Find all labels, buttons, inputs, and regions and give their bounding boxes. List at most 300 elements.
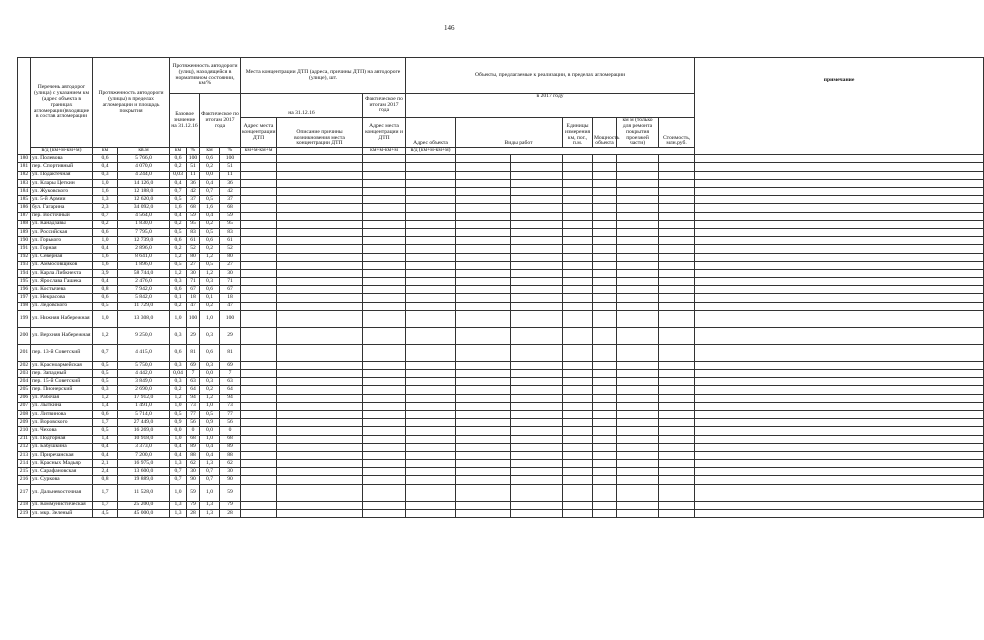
- base-km: 0,5: [170, 410, 187, 418]
- empty-cell: [241, 435, 277, 443]
- empty-cell: [511, 386, 563, 394]
- base-km: 0,5: [170, 196, 187, 204]
- empty-cell: [363, 237, 406, 245]
- empty-cell: [593, 278, 617, 286]
- road-length: 0,6: [93, 410, 118, 418]
- empty-cell: [617, 261, 659, 269]
- empty-cell: [511, 179, 563, 187]
- road-length: 1,4: [93, 402, 118, 410]
- row-number: 188: [18, 220, 31, 228]
- row-number: 194: [18, 269, 31, 277]
- actual-km: 0,5: [200, 261, 220, 269]
- empty-cell: [563, 228, 593, 236]
- empty-cell: [406, 509, 456, 517]
- empty-cell: [511, 451, 563, 459]
- base-km: 0,3: [170, 327, 187, 344]
- road-length: 0,5: [93, 302, 118, 310]
- table-row: [18, 460, 984, 468]
- empty-cell: [695, 155, 984, 163]
- road-area: 58 744,0: [118, 269, 170, 277]
- base-km: 0,6: [170, 286, 187, 294]
- empty-cell: [456, 220, 511, 228]
- empty-cell: [695, 204, 984, 212]
- table-row: [18, 261, 984, 269]
- empty-cell: [241, 451, 277, 459]
- empty-cell: [563, 310, 593, 327]
- empty-cell: [593, 310, 617, 327]
- empty-cell: [241, 501, 277, 509]
- row-number: 206: [18, 394, 31, 402]
- empty-cell: [277, 394, 363, 402]
- table-row: [18, 269, 984, 277]
- empty-cell: [593, 460, 617, 468]
- empty-cell: [695, 212, 984, 220]
- empty-cell: [456, 460, 511, 468]
- empty-cell: [659, 460, 695, 468]
- empty-cell: [617, 245, 659, 253]
- row-number: 186: [18, 204, 31, 212]
- header-work-types: Виды работ: [456, 118, 563, 148]
- base-km: 1,0: [170, 435, 187, 443]
- header-units: Единицы измерения км, пог., п.м.: [563, 118, 593, 148]
- base-km: 0,7: [170, 468, 187, 476]
- empty-cell: [456, 451, 511, 459]
- road-length: 0,5: [93, 378, 118, 386]
- empty-cell: [659, 419, 695, 427]
- empty-cell: [456, 179, 511, 187]
- header-year-2017: в 2017 году: [406, 94, 695, 118]
- row-number: 184: [18, 188, 31, 196]
- road-area: 4 415,0: [118, 344, 170, 361]
- actual-km: 0,6: [200, 155, 220, 163]
- empty-cell: [659, 361, 695, 369]
- empty-cell: [617, 378, 659, 386]
- empty-cell: [241, 237, 277, 245]
- empty-cell: [406, 155, 456, 163]
- actual-km: 0,6: [200, 237, 220, 245]
- empty-cell: [511, 302, 563, 310]
- empty-cell: [406, 196, 456, 204]
- empty-cell: [617, 344, 659, 361]
- actual-pct: 52: [220, 245, 241, 253]
- actual-km: 1,3: [200, 501, 220, 509]
- empty-cell: [563, 245, 593, 253]
- row-number: 212: [18, 443, 31, 451]
- empty-cell: [659, 245, 695, 253]
- empty-cell: [406, 269, 456, 277]
- empty-cell: [277, 237, 363, 245]
- base-pct: 67: [187, 286, 200, 294]
- road-length: 1,7: [93, 484, 118, 501]
- empty-cell: [406, 370, 456, 378]
- empty-cell: [593, 196, 617, 204]
- empty-cell: [617, 286, 659, 294]
- actual-pct: 29: [220, 327, 241, 344]
- actual-km: 1,2: [200, 253, 220, 261]
- empty-cell: [511, 286, 563, 294]
- empty-cell: [406, 204, 456, 212]
- road-length: 1,6: [93, 253, 118, 261]
- empty-cell: [277, 286, 363, 294]
- empty-cell: [593, 269, 617, 277]
- table-row: [18, 443, 984, 451]
- road-length: 0,7: [93, 212, 118, 220]
- empty-cell: [241, 171, 277, 179]
- empty-cell: [511, 228, 563, 236]
- actual-km: 0,4: [200, 443, 220, 451]
- empty-cell: [695, 269, 984, 277]
- empty-cell: [456, 310, 511, 327]
- empty-cell: [695, 443, 984, 451]
- base-pct: 100: [187, 310, 200, 327]
- empty-cell: [277, 155, 363, 163]
- base-km: 1,2: [170, 269, 187, 277]
- road-name: ул. Канадзавы: [31, 220, 93, 228]
- base-pct: 0: [187, 427, 200, 435]
- empty-cell: [563, 179, 593, 187]
- base-km: 0,4: [170, 443, 187, 451]
- empty-cell: [241, 327, 277, 344]
- table-row: [18, 294, 984, 302]
- empty-cell: [617, 253, 659, 261]
- header-cost: Стоимость, млн.руб.: [659, 118, 695, 148]
- table-row: [18, 468, 984, 476]
- unit-kmm2: км+м-км+м: [363, 148, 406, 155]
- empty-cell: [456, 269, 511, 277]
- road-area: 13 308,0: [118, 310, 170, 327]
- row-number: 203: [18, 370, 31, 378]
- header-no: [18, 58, 31, 155]
- empty-cell: [695, 386, 984, 394]
- empty-cell: [563, 344, 593, 361]
- header-dtp-actual: Фактическое по итогам 2017 года: [363, 94, 406, 118]
- header-note: примечание: [695, 58, 984, 155]
- empty-cell: [695, 435, 984, 443]
- empty-cell: [593, 394, 617, 402]
- row-number: 196: [18, 286, 31, 294]
- empty-cell: [695, 163, 984, 171]
- empty-cell: [593, 468, 617, 476]
- empty-cell: [277, 294, 363, 302]
- empty-cell: [406, 501, 456, 509]
- empty-cell: [511, 476, 563, 484]
- actual-km: 1,2: [200, 394, 220, 402]
- base-km: 0,04: [170, 370, 187, 378]
- empty-cell: [563, 476, 593, 484]
- base-pct: 100: [187, 155, 200, 163]
- road-name: ул. мкр. Зеленый: [31, 509, 93, 517]
- empty-cell: [695, 451, 984, 459]
- actual-pct: 67: [220, 286, 241, 294]
- empty-cell: [695, 460, 984, 468]
- empty-cell: [659, 370, 695, 378]
- empty-cell: [363, 394, 406, 402]
- empty-cell: [695, 501, 984, 509]
- empty-cell: [695, 171, 984, 179]
- table-row: [18, 302, 984, 310]
- actual-km: 1,2: [200, 269, 220, 277]
- base-km: 0,5: [170, 261, 187, 269]
- empty-cell: [241, 253, 277, 261]
- empty-cell: [563, 196, 593, 204]
- road-area: 12 739,0: [118, 237, 170, 245]
- empty-cell: [617, 228, 659, 236]
- road-name: ул. Дальневосточная: [31, 484, 93, 501]
- table-row: [18, 253, 984, 261]
- row-number: 213: [18, 451, 31, 459]
- empty-cell: [241, 344, 277, 361]
- actual-pct: 62: [220, 460, 241, 468]
- empty-cell: [277, 163, 363, 171]
- empty-cell: [363, 327, 406, 344]
- empty-cell: [617, 451, 659, 459]
- header-repair-km: км м (только для ремонта покрытия проезжей части): [617, 118, 659, 148]
- empty-cell: [456, 327, 511, 344]
- actual-pct: 73: [220, 402, 241, 410]
- base-km: 0,4: [170, 451, 187, 459]
- empty-cell: [277, 370, 363, 378]
- empty-cell: [695, 188, 984, 196]
- empty-cell: [563, 171, 593, 179]
- empty-cell: [406, 378, 456, 386]
- empty-cell: [456, 443, 511, 451]
- empty-cell: [511, 253, 563, 261]
- empty-cell: [617, 476, 659, 484]
- base-pct: 52: [187, 245, 200, 253]
- empty-cell: [456, 278, 511, 286]
- empty-cell: [563, 212, 593, 220]
- header-road-list: Перечень автодорог (улица) с указанием км (адрес объекта в границах агломерации)входящие в состав агломерации: [31, 58, 93, 148]
- base-pct: 59: [187, 484, 200, 501]
- empty-cell: [406, 427, 456, 435]
- empty-cell: [277, 419, 363, 427]
- empty-cell: [511, 509, 563, 517]
- road-area: 12 188,0: [118, 188, 170, 196]
- empty-cell: [563, 451, 593, 459]
- empty-cell: [563, 509, 593, 517]
- base-km: 0,1: [170, 294, 187, 302]
- unit-km: км: [93, 148, 118, 155]
- actual-pct: 30: [220, 468, 241, 476]
- empty-cell: [511, 310, 563, 327]
- empty-cell: [511, 294, 563, 302]
- empty-cell: [363, 378, 406, 386]
- empty-cell: [277, 253, 363, 261]
- empty-cell: [659, 344, 695, 361]
- empty-cell: [695, 361, 984, 369]
- row-number: 217: [18, 484, 31, 501]
- empty-cell: [277, 361, 363, 369]
- empty-cell: [511, 237, 563, 245]
- empty-cell: [695, 327, 984, 344]
- empty-cell: [563, 443, 593, 451]
- empty-cell: [277, 179, 363, 187]
- actual-km: 0,2: [200, 302, 220, 310]
- actual-pct: 88: [220, 451, 241, 459]
- table-row: [18, 451, 984, 459]
- empty-cell: [241, 484, 277, 501]
- table-row: [18, 410, 984, 418]
- empty-cell: [617, 179, 659, 187]
- empty-cell: [617, 509, 659, 517]
- empty-cell: [406, 451, 456, 459]
- empty-cell: [511, 501, 563, 509]
- road-area: 8 641,0: [118, 253, 170, 261]
- empty-cell: [511, 188, 563, 196]
- empty-cell: [363, 155, 406, 163]
- row-number: 195: [18, 278, 31, 286]
- empty-cell: [456, 402, 511, 410]
- actual-pct: 30: [220, 269, 241, 277]
- table-row: [18, 163, 984, 171]
- road-length: 0,5: [93, 427, 118, 435]
- empty-cell: [363, 220, 406, 228]
- empty-cell: [659, 310, 695, 327]
- road-name: ул. Ярослава Гашека: [31, 278, 93, 286]
- empty-cell: [363, 228, 406, 236]
- actual-pct: 61: [220, 237, 241, 245]
- empty-cell: [456, 245, 511, 253]
- unit-pct-base: %: [187, 148, 200, 155]
- road-length: 3,9: [93, 269, 118, 277]
- unit-empty: [277, 148, 363, 155]
- empty-cell: [695, 286, 984, 294]
- table-row: [18, 419, 984, 427]
- base-pct: 83: [187, 228, 200, 236]
- empty-cell: [695, 378, 984, 386]
- actual-pct: 68: [220, 204, 241, 212]
- empty-cell: [593, 443, 617, 451]
- actual-km: 0,1: [200, 294, 220, 302]
- empty-cell: [406, 212, 456, 220]
- empty-cell: [241, 476, 277, 484]
- empty-cell: [406, 460, 456, 468]
- empty-cell: [617, 361, 659, 369]
- empty-cell: [511, 443, 563, 451]
- row-number: 205: [18, 386, 31, 394]
- empty-cell: [563, 220, 593, 228]
- road-length: 1,0: [93, 310, 118, 327]
- actual-km: 0,4: [200, 451, 220, 459]
- actual-pct: 80: [220, 253, 241, 261]
- road-name: ул. Сарафановская: [31, 468, 93, 476]
- road-length: 0,8: [93, 476, 118, 484]
- road-length: 0,4: [93, 443, 118, 451]
- empty-cell: [363, 196, 406, 204]
- road-name: ул. Коммунистическая: [31, 501, 93, 509]
- empty-cell: [406, 163, 456, 171]
- table-row: [18, 179, 984, 187]
- base-pct: 47: [187, 302, 200, 310]
- empty-cell: [456, 294, 511, 302]
- empty-cell: [277, 269, 363, 277]
- road-length: 0,5: [93, 370, 118, 378]
- empty-cell: [593, 294, 617, 302]
- empty-cell: [456, 302, 511, 310]
- table-row: [18, 278, 984, 286]
- road-area: 12 620,0: [118, 196, 170, 204]
- road-area: 5 842,0: [118, 294, 170, 302]
- empty-cell: [363, 484, 406, 501]
- empty-cell: [241, 294, 277, 302]
- road-length: 1,0: [93, 179, 118, 187]
- empty-cell: [593, 171, 617, 179]
- empty-cell: [593, 261, 617, 269]
- road-length: 0,6: [93, 294, 118, 302]
- empty-cell: [277, 220, 363, 228]
- empty-cell: [617, 278, 659, 286]
- actual-km: 1,0: [200, 435, 220, 443]
- base-pct: 30: [187, 269, 200, 277]
- road-length: 0,4: [93, 278, 118, 286]
- empty-cell: [659, 237, 695, 245]
- actual-km: 0,9: [200, 419, 220, 427]
- empty-cell: [659, 163, 695, 171]
- empty-cell: [406, 188, 456, 196]
- empty-cell: [617, 310, 659, 327]
- empty-cell: [277, 327, 363, 344]
- road-length: 0,3: [93, 386, 118, 394]
- empty-cell: [406, 278, 456, 286]
- actual-km: 0,5: [200, 410, 220, 418]
- road-name: ул. Некрасова: [31, 294, 93, 302]
- table-row: [18, 509, 984, 517]
- empty-cell: [695, 370, 984, 378]
- base-km: 1,2: [170, 394, 187, 402]
- empty-cell: [363, 435, 406, 443]
- empty-cell: [456, 378, 511, 386]
- road-area: 45 000,0: [118, 509, 170, 517]
- road-area: 13 600,0: [118, 468, 170, 476]
- road-name: ул. Литвинова: [31, 410, 93, 418]
- empty-cell: [593, 253, 617, 261]
- row-number: 214: [18, 460, 31, 468]
- base-pct: 37: [187, 196, 200, 204]
- empty-cell: [593, 286, 617, 294]
- road-area: 7 200,0: [118, 451, 170, 459]
- empty-cell: [617, 370, 659, 378]
- row-number: 192: [18, 253, 31, 261]
- empty-cell: [363, 344, 406, 361]
- empty-cell: [456, 484, 511, 501]
- base-pct: 71: [187, 278, 200, 286]
- empty-cell: [617, 294, 659, 302]
- base-pct: 18: [187, 294, 200, 302]
- actual-km: 0,6: [200, 286, 220, 294]
- empty-cell: [241, 179, 277, 187]
- empty-cell: [241, 394, 277, 402]
- base-pct: 59: [187, 212, 200, 220]
- row-number: 180: [18, 155, 31, 163]
- base-pct: 69: [187, 361, 200, 369]
- empty-cell: [456, 419, 511, 427]
- base-km: 1,3: [170, 509, 187, 517]
- road-length: 1,2: [93, 394, 118, 402]
- empty-cell: [456, 386, 511, 394]
- actual-pct: 100: [220, 155, 241, 163]
- empty-cell: [617, 188, 659, 196]
- empty-cell: [617, 394, 659, 402]
- actual-pct: 7: [220, 370, 241, 378]
- empty-cell: [593, 386, 617, 394]
- road-name: ул. Российская: [31, 228, 93, 236]
- road-name: ул. Подгорная: [31, 435, 93, 443]
- actual-km: 0,2: [200, 220, 220, 228]
- table-row: [18, 361, 984, 369]
- row-number: 182: [18, 171, 31, 179]
- row-number: 185: [18, 196, 31, 204]
- empty-cell: [241, 509, 277, 517]
